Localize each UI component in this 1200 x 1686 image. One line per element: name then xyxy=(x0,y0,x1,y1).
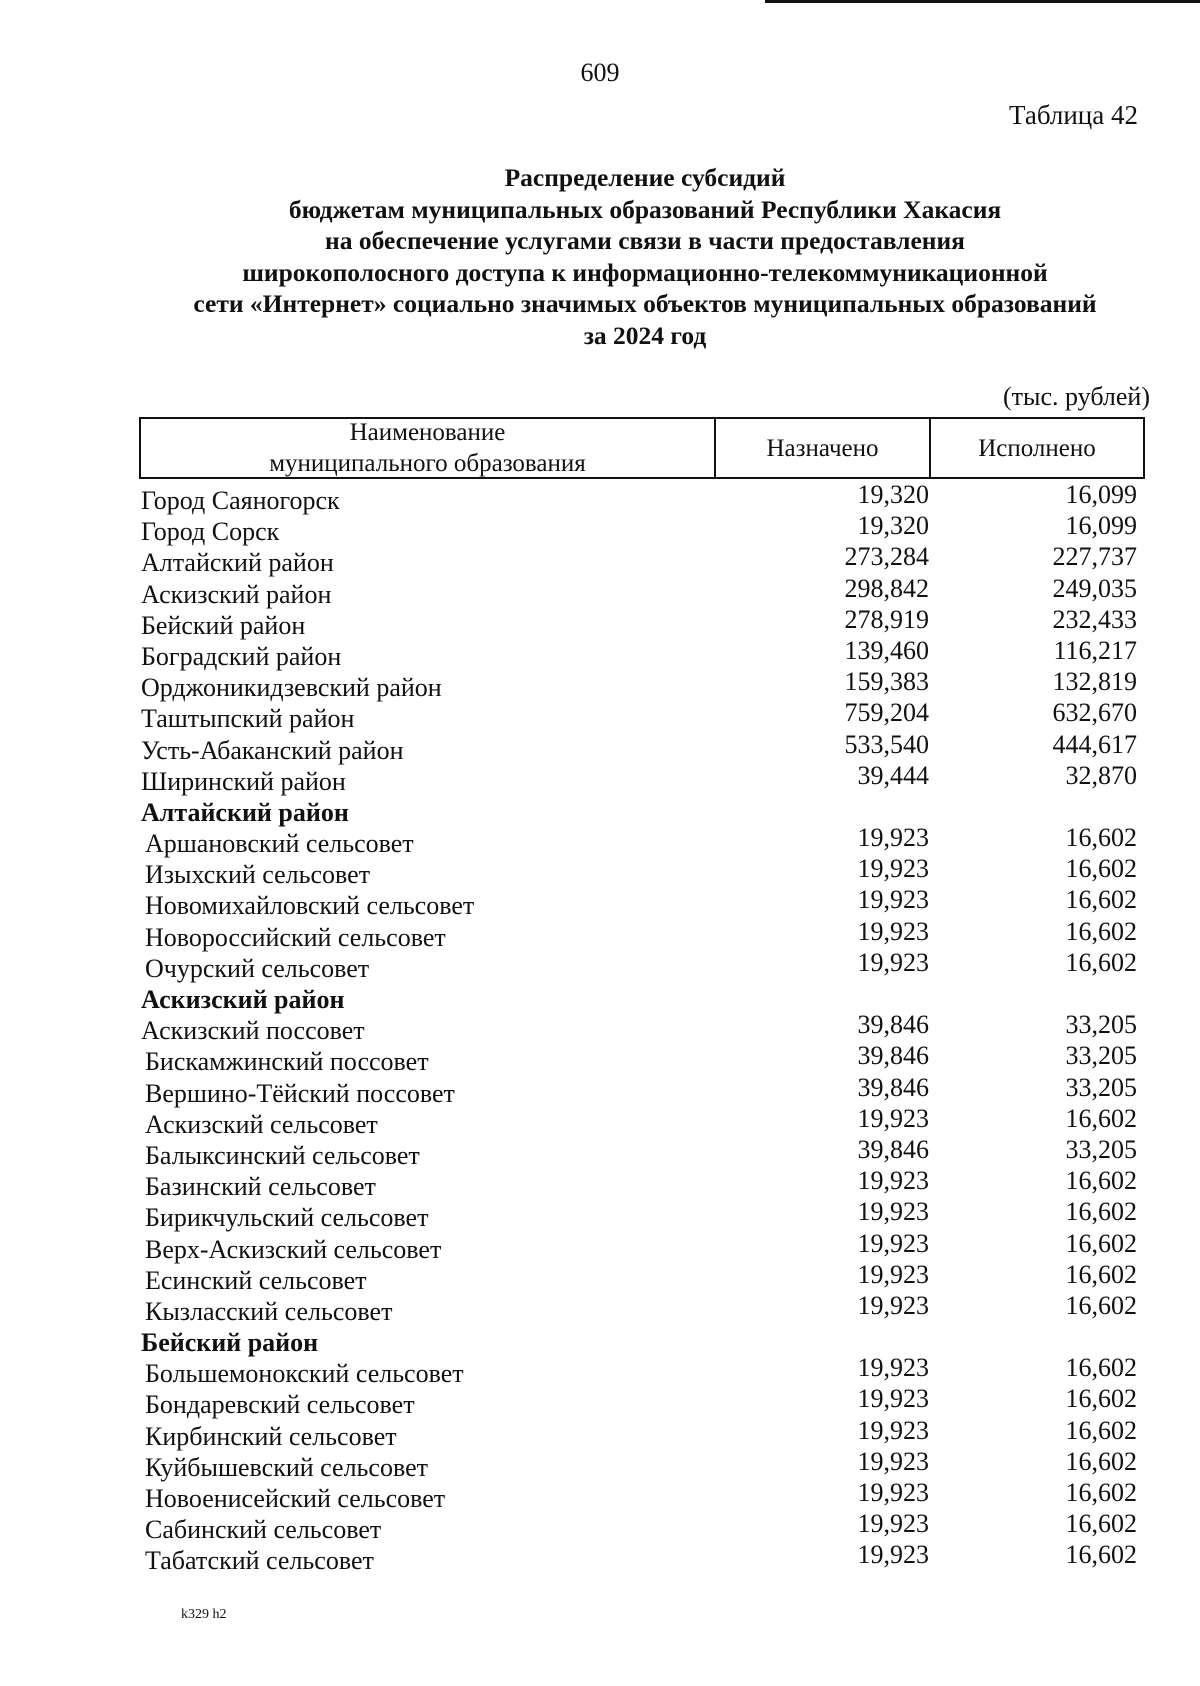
row-assigned: 19,923 xyxy=(857,854,929,884)
table-row xyxy=(0,573,1200,609)
row-assigned: 273,284 xyxy=(844,542,929,572)
row-name: Город Саяногорск xyxy=(141,486,340,515)
row-name: Алтайский район xyxy=(141,548,334,578)
row-executed: 16,099 xyxy=(1065,480,1137,509)
header-assigned: Назначено xyxy=(716,419,931,477)
row-assigned: 19,320 xyxy=(857,480,929,509)
row-name: Куйбышевский сельсовет xyxy=(145,1452,428,1482)
row-assigned: 19,320 xyxy=(857,511,929,541)
row-executed: 16,602 xyxy=(1065,1166,1137,1196)
group-heading-row xyxy=(0,795,1200,826)
row-name: Вершино-Тёйский поссовет xyxy=(145,1078,455,1108)
row-name: Аскизский поссовет xyxy=(141,1016,365,1046)
row-name: Бискамжинский поссовет xyxy=(145,1047,429,1077)
row-name: Большемонокский сельсовет xyxy=(145,1359,464,1389)
row-assigned: 19,923 xyxy=(857,1446,929,1476)
row-assigned: 19,923 xyxy=(857,1384,929,1414)
table-row xyxy=(0,1384,1200,1420)
header-executed: Исполнено xyxy=(978,434,1096,462)
row-executed: 16,602 xyxy=(1065,823,1137,853)
row-assigned: 39,846 xyxy=(857,1010,929,1040)
title-line: бюджетам муниципальных образований Республики Хакасия xyxy=(288,194,1002,224)
row-name: Изыхский сельсовет xyxy=(145,860,371,890)
title-line: на обеспечение услугами связи в части предоставления xyxy=(325,226,965,255)
row-name: Бейский район xyxy=(141,610,306,640)
row-executed: 132,819 xyxy=(1052,667,1137,697)
row-executed: 16,602 xyxy=(1065,1103,1137,1133)
scan-top-edge-line xyxy=(765,0,1200,3)
row-executed: 16,602 xyxy=(1065,1228,1137,1258)
row-executed: 444,617 xyxy=(1052,729,1137,759)
row-assigned: 19,923 xyxy=(857,947,929,977)
row-name: Аршановский сельсовет xyxy=(145,829,414,859)
row-executed: 33,205 xyxy=(1065,1134,1137,1164)
row-assigned: 533,540 xyxy=(844,729,929,759)
row-assigned: 19,923 xyxy=(857,823,929,853)
table-row xyxy=(0,823,1200,859)
row-executed: 227,737 xyxy=(1052,542,1137,572)
row-assigned: 298,842 xyxy=(844,573,929,603)
row-executed: 16,602 xyxy=(1065,1197,1137,1227)
table-row xyxy=(0,1259,1200,1295)
table-row xyxy=(0,885,1200,921)
table-row xyxy=(0,1197,1200,1233)
table-row xyxy=(0,1072,1200,1108)
group-heading: Алтайский район xyxy=(141,797,349,827)
row-assigned: 19,923 xyxy=(857,1259,929,1289)
row-executed: 16,099 xyxy=(1065,511,1137,541)
row-name: Аскизский сельсовет xyxy=(145,1109,378,1139)
table-row xyxy=(0,1010,1200,1046)
row-executed: 16,602 xyxy=(1065,1384,1137,1414)
row-assigned: 19,923 xyxy=(857,1103,929,1133)
table-row xyxy=(0,542,1200,578)
title-line: широкополосного доступа к информационно-телекоммуникационной xyxy=(242,257,1048,287)
table-row xyxy=(0,916,1200,952)
row-executed: 249,035 xyxy=(1052,573,1137,603)
table-row xyxy=(0,1509,1200,1545)
document-title xyxy=(0,162,1200,351)
table-row xyxy=(0,1041,1200,1077)
row-assigned: 19,923 xyxy=(857,1228,929,1258)
row-assigned: 39,846 xyxy=(857,1072,929,1102)
row-assigned: 19,923 xyxy=(857,1353,929,1383)
row-name: Кирбинский сельсовет xyxy=(145,1421,397,1451)
row-name: Новоенисейский сельсовет xyxy=(145,1484,446,1513)
row-executed: 16,602 xyxy=(1065,1478,1137,1507)
row-executed: 16,602 xyxy=(1065,1353,1137,1383)
group-heading: Бейский район xyxy=(141,1328,319,1358)
table-row xyxy=(0,667,1200,703)
row-assigned: 39,846 xyxy=(857,1041,929,1071)
row-executed: 16,602 xyxy=(1065,916,1137,946)
table-row xyxy=(0,1134,1200,1170)
page-number: 609 xyxy=(580,58,620,87)
table-row xyxy=(0,1415,1200,1451)
row-executed: 16,602 xyxy=(1065,1446,1137,1476)
table-row xyxy=(0,604,1200,640)
table-row xyxy=(0,1353,1200,1389)
row-assigned: 19,923 xyxy=(857,1509,929,1539)
row-executed: 33,205 xyxy=(1065,1041,1137,1071)
table-row xyxy=(0,1166,1200,1202)
row-name: Орджоникидзевский район xyxy=(141,673,442,703)
group-heading-row xyxy=(0,1325,1200,1356)
table-row xyxy=(0,1478,1200,1513)
row-name: Кызласский сельсовет xyxy=(145,1296,393,1326)
group-heading-row xyxy=(0,982,1200,1013)
row-executed: 16,602 xyxy=(1065,854,1137,884)
row-name: Бирикчульский сельсовет xyxy=(145,1203,429,1233)
footer-code: k329 h2 xyxy=(181,1607,227,1622)
row-assigned: 39,444 xyxy=(857,760,929,790)
table-row xyxy=(0,635,1200,671)
row-assigned: 19,923 xyxy=(857,885,929,915)
row-name: Аскизский район xyxy=(141,579,332,609)
header-name-line2: муниципального образования xyxy=(269,450,586,477)
table-row xyxy=(0,1540,1200,1576)
row-executed: 16,602 xyxy=(1065,885,1137,915)
row-assigned: 19,923 xyxy=(857,916,929,946)
table-header xyxy=(139,417,1145,479)
row-executed: 16,602 xyxy=(1065,1509,1137,1539)
row-assigned: 19,923 xyxy=(857,1197,929,1227)
title-line: за 2024 год xyxy=(583,320,707,350)
row-name: Базинский сельсовет xyxy=(145,1172,376,1202)
row-name: Балыксинский сельсовет xyxy=(145,1140,420,1170)
group-heading: Аскизский район xyxy=(141,985,345,1014)
row-executed: 16,602 xyxy=(1065,1415,1137,1445)
title-line: сети «Интернет» социально значимых объектов муниципальных образований xyxy=(193,289,1097,318)
row-executed: 33,205 xyxy=(1065,1072,1137,1102)
row-name: Ширинский район xyxy=(141,766,346,796)
row-name: Верх-Аскизский сельсовет xyxy=(145,1234,442,1264)
table-row xyxy=(0,854,1200,890)
row-executed: 16,602 xyxy=(1065,1259,1137,1289)
table-row xyxy=(0,947,1200,983)
row-assigned: 19,923 xyxy=(857,1415,929,1445)
row-assigned: 19,923 xyxy=(857,1166,929,1196)
title-line: Распределение субсидий xyxy=(504,163,786,192)
row-assigned: 278,919 xyxy=(844,604,929,634)
header-name-line1: Наименование xyxy=(349,419,506,446)
table-row xyxy=(0,1446,1200,1482)
row-name: Таштыпский район xyxy=(141,704,355,734)
row-name: Сабинский сельсовет xyxy=(145,1515,382,1545)
table-row xyxy=(0,760,1200,796)
row-name: Очурский сельсовет xyxy=(145,953,370,983)
table-label: Таблица 42 xyxy=(1009,100,1138,130)
row-name: Боградский район xyxy=(141,641,342,671)
table-body xyxy=(0,480,1200,1576)
row-executed: 16,602 xyxy=(1065,947,1137,977)
table-row xyxy=(0,698,1200,734)
row-executed: 116,217 xyxy=(1053,635,1137,665)
row-assigned: 39,846 xyxy=(857,1134,929,1164)
row-assigned: 759,204 xyxy=(844,698,929,728)
row-name: Бондаревский сельсовет xyxy=(145,1390,415,1420)
row-assigned: 19,923 xyxy=(857,1290,929,1320)
row-name: Усть-Абаканский район xyxy=(141,735,404,765)
row-name: Табатский сельсовет xyxy=(145,1546,374,1576)
table-row xyxy=(0,1290,1200,1326)
row-executed: 632,670 xyxy=(1052,698,1137,728)
table-row xyxy=(0,480,1200,515)
row-assigned: 159,383 xyxy=(844,667,929,697)
table-row xyxy=(0,729,1200,765)
table-row xyxy=(0,511,1200,547)
header-name xyxy=(141,419,716,477)
row-assigned: 139,460 xyxy=(844,635,929,665)
row-name: Есинский сельсовет xyxy=(145,1265,367,1295)
row-name: Новомихайловский сельсовет xyxy=(145,891,475,921)
table-row xyxy=(0,1228,1200,1264)
row-executed: 33,205 xyxy=(1065,1010,1137,1040)
row-assigned: 19,923 xyxy=(857,1478,929,1507)
row-executed: 16,602 xyxy=(1065,1290,1137,1320)
row-name: Новороссийский сельсовет xyxy=(145,922,446,952)
units-label: (тыс. рублей) xyxy=(1002,382,1150,411)
row-executed: 232,433 xyxy=(1052,604,1137,634)
row-name: Город Сорск xyxy=(141,517,280,547)
row-executed: 16,602 xyxy=(1065,1540,1137,1570)
row-assigned: 19,923 xyxy=(857,1540,929,1570)
table-row xyxy=(0,1103,1200,1139)
row-executed: 32,870 xyxy=(1065,760,1137,790)
